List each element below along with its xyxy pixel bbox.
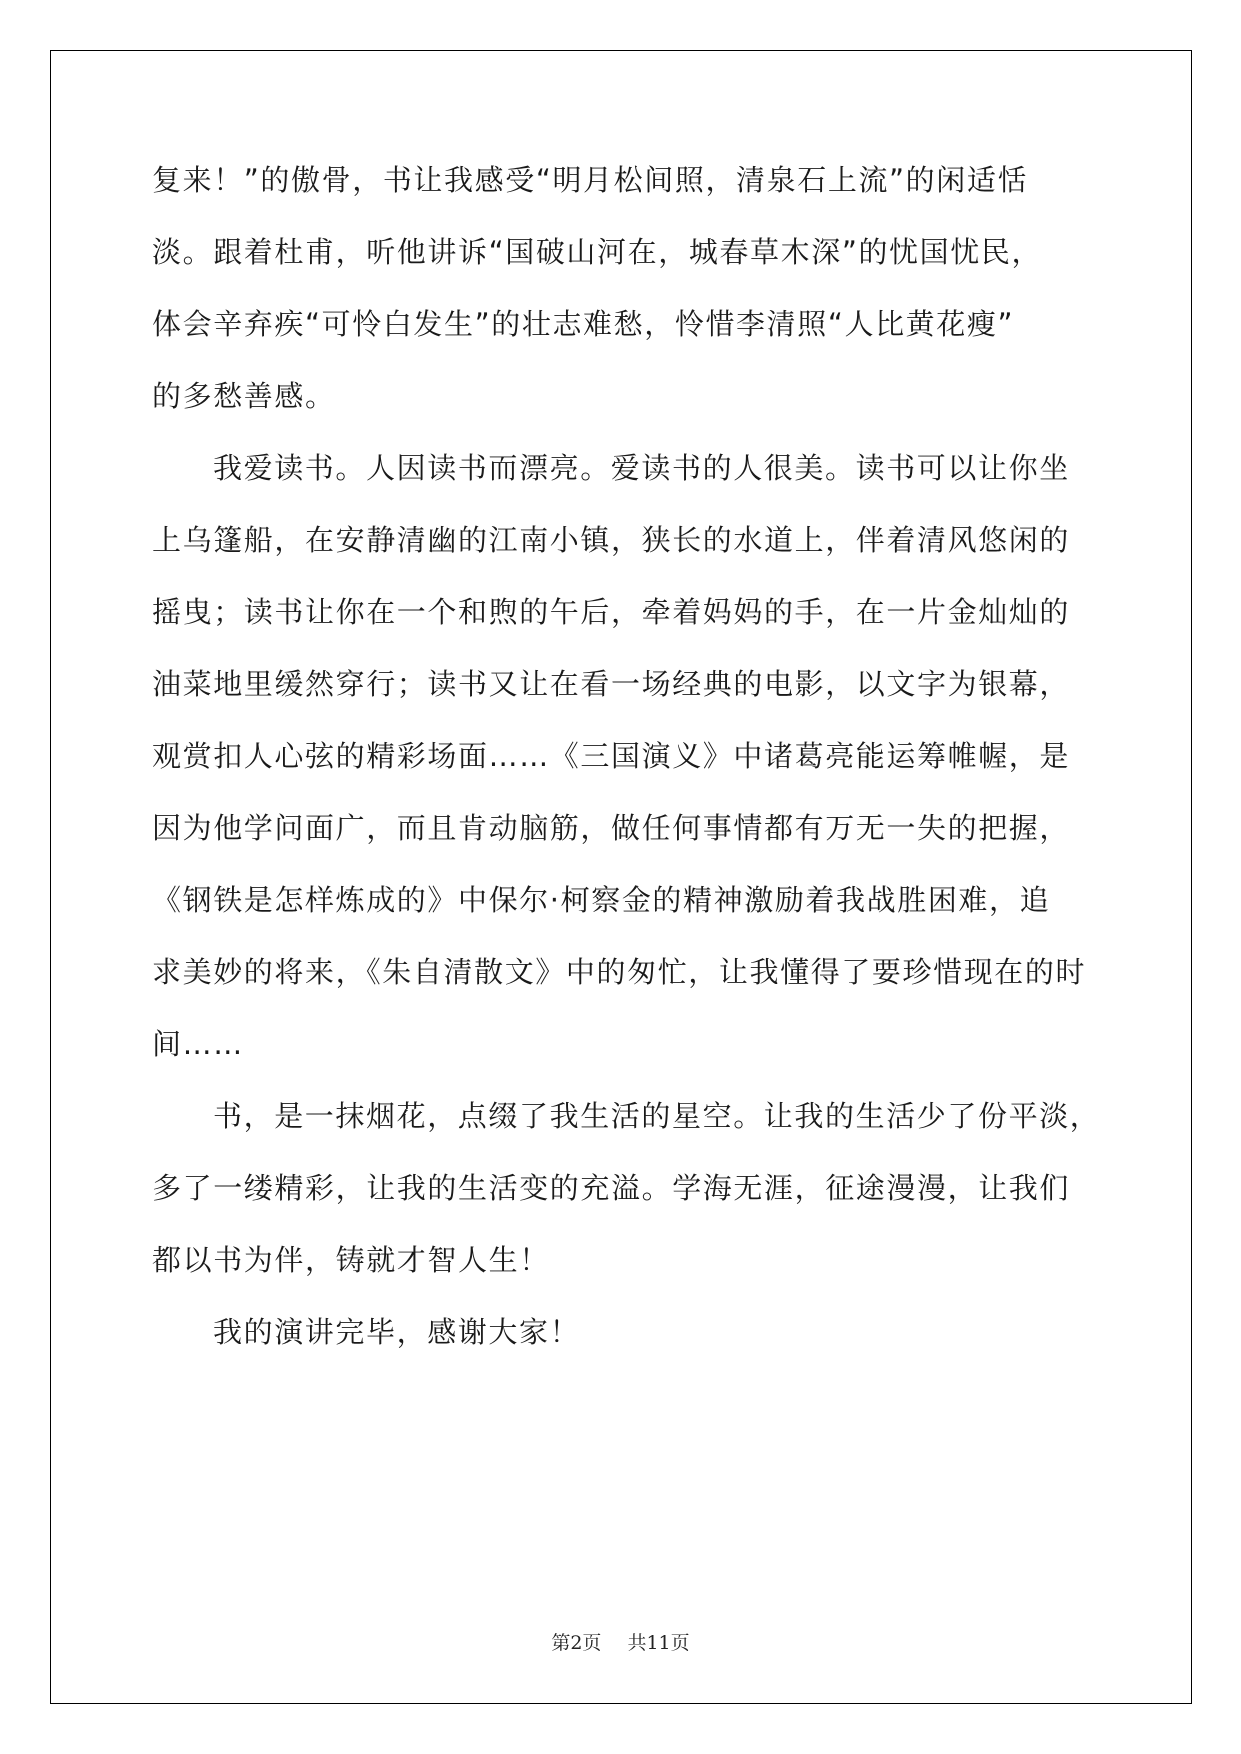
text-line: 求美妙的将来，《朱自清散文》中的匆忙，让我懂得了要珍惜现在的时 [152,955,1087,989]
text-line: 书，是一抹烟花，点缀了我生活的星空。让我的生活少了份平淡， [213,1099,1101,1133]
text-line: 摇曳；读书让你在一个和煦的午后，牵着妈妈的手，在一片金灿灿的 [152,595,1071,629]
page-footer [0,1628,1241,1655]
text-line: 上乌篷船，在安静清幽的江南小镇，狭长的水道上，伴着清风悠闲的 [152,523,1071,557]
text-line: 因为他学问面广，而且肯动脑筋，做任何事情都有万无一失的把握， [152,811,1071,845]
text-line: 体会辛弃疾“可怜白发生”的壮志难愁，怜惜李清照“人比黄花瘦” [152,307,1015,341]
text-line: 我的演讲完毕，感谢大家！ [213,1315,581,1349]
page-border [50,50,1192,1704]
text-line: 复来！”的傲骨，书让我感受“明月松间照，清泉石上流”的闲适恬 [152,163,1029,197]
text-line: 都以书为伴，铸就才智人生！ [152,1243,550,1277]
text-line: 多了一缕精彩，让我的生活变的充溢。学海无涯，征途漫漫，让我们 [152,1171,1071,1205]
text-line: 间…… [152,1027,244,1061]
text-line: 我爱读书。人因读书而漂亮。爱读书的人很美。读书可以让你坐 [213,451,1070,485]
text-line: 淡。跟着杜甫，听他讲诉“国破山河在，城春草木深”的忧国忧民， [152,235,1043,269]
text-line: 油菜地里缓然穿行；读书又让在看一场经典的电影，以文字为银幕， [152,667,1071,701]
page-total: 共11页 [627,1632,690,1654]
text-line: 观赏扣人心弦的精彩场面……《三国演义》中诸葛亮能运筹帷幄，是 [152,739,1071,773]
text-line: 《钢铁是怎样炼成的》中保尔·柯察金的精神激励着我战胜困难，追 [152,883,1051,917]
page-number: 第2页 [551,1632,602,1654]
text-line: 的多愁善感。 [152,379,336,413]
